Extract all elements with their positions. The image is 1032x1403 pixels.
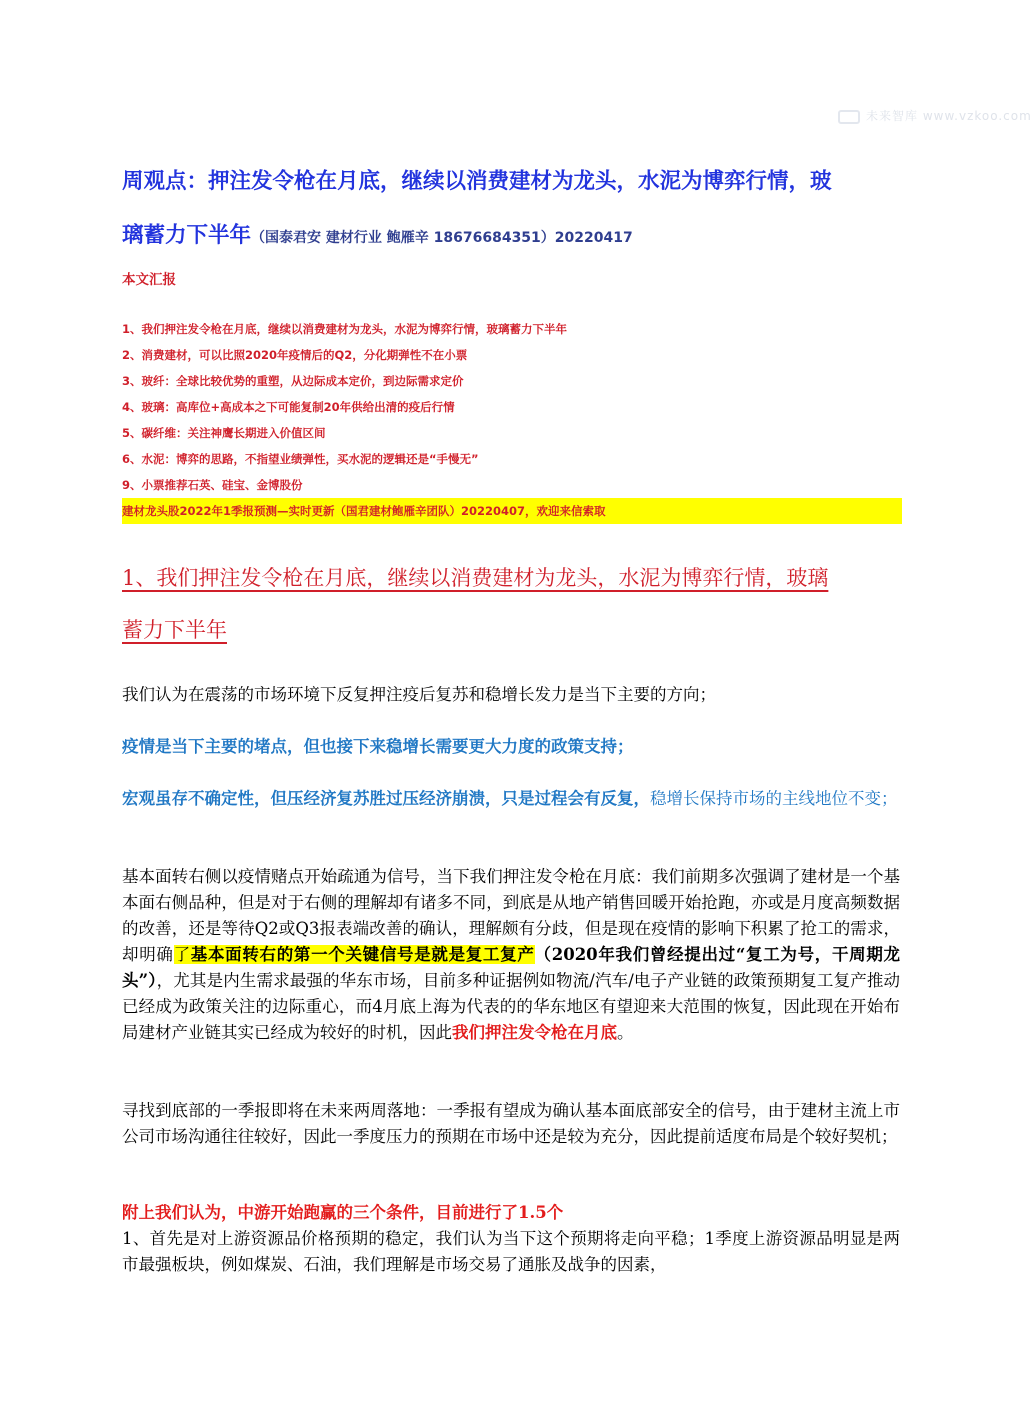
paragraph-4-text-a: 基本面转右侧以疫情赌点开始疏通为信号，当下我们押注发令枪在月底：我们前期多次强调了建材是一个基本面右侧品种，但是对于右侧的理解却有诸多不同，到底是从地产销售回暖开始抢跑，亦或是月度高频数据的改善，还是等待Q2或Q3报表端改善的确认，理解颇有分歧，但是现在疫情的影响下积累了抢工的需求，却明确	[122, 867, 900, 964]
summary-item[interactable]: 4、玻璃：高库位+高成本之下可能复制20年供给出清的疫后行情	[122, 400, 455, 414]
paragraph-3-rest: 稳增长保持市场的主线地位不变；	[650, 789, 898, 808]
section-1-title-line2: 蓄力下半年	[122, 618, 227, 642]
paragraph-4-end: 。	[617, 1023, 634, 1042]
paragraph-3-bold: 宏观虽存不确定性，但压经济复苏胜过压经济崩溃，只是过程会有反复，	[122, 789, 650, 808]
paragraph-4-highlight-2: 基本面转右的第一个关键信号是就是复工复产	[190, 945, 535, 964]
paragraph-3	[122, 786, 900, 812]
summary-highlight-item[interactable]	[122, 498, 902, 524]
paragraph-6-body: 1、首先是对上游资源品价格预期的稳定，我们认为当下这个预期将走向平稳；1季度上游资源品明显是两市最强板块，例如煤炭、石油，我们理解是市场交易了通胀及战争的因素，	[122, 1229, 900, 1274]
summary-list	[122, 316, 902, 524]
summary-item[interactable]: 2、消费建材，可以比照2020年疫情后的Q2，分化期弹性不在小票	[122, 348, 468, 362]
watermark-logo-icon	[838, 110, 860, 124]
report-title-line2-text: 璃蓄力下半年	[122, 223, 252, 248]
watermark	[838, 105, 1032, 127]
paragraph-4-highlight-1: 了	[173, 945, 191, 964]
summary-highlight-text: 建材龙头股2022年1季报预测—实时更新（国君建材鲍雁辛团队）20220407，欢迎来信索取	[122, 504, 606, 518]
summary-item[interactable]: 1、我们押注发令枪在月底，继续以消费建材为龙头，水泥为博弈行情，玻璃蓄力下半年	[122, 322, 567, 336]
summary-item[interactable]: 6、水泥：博弈的思路，不指望业绩弹性，买水泥的逻辑还是“手慢无”	[122, 452, 479, 466]
watermark-text: 未来智库 www.vzkoo.com	[866, 109, 1032, 123]
paragraph-1: 我们认为在震荡的市场环境下反复押注疫后复苏和稳增长发力是当下主要的方向；	[122, 685, 716, 704]
summary-item[interactable]: 5、碳纤维：关注神鹰长期进入价值区间	[122, 426, 326, 440]
summary-item[interactable]: 9、小票推荐石英、硅宝、金博股份	[122, 478, 303, 492]
section-1-title-line1: 1、我们押注发令枪在月底，继续以消费建材为龙头，水泥为博弈行情，玻璃	[122, 566, 829, 590]
paragraph-5: 寻找到底部的一季报即将在未来两周落地：一季报有望成为确认基本面底部安全的信号，由于建材主流上市公司市场沟通往往较好，因此一季度压力的预期在市场中还是较为充分，因此提前适度布局是个较好契机；	[122, 1101, 900, 1146]
paragraph-4	[122, 864, 900, 1046]
report-meta: （国泰君安 建材行业 鲍雁辛 18676684351）20220417	[251, 230, 633, 246]
paragraph-4-bold: （2020年我们曾经提出过“复工为号，干周期龙头”）	[122, 945, 901, 990]
paragraph-4-red-emphasis: 我们押注发令枪在月底	[452, 1023, 617, 1042]
report-title-line1: 周观点：押注发令枪在月底，继续以消费建材为龙头，水泥为博弈行情，玻	[122, 169, 832, 194]
paragraph-2: 疫情是当下主要的堵点，但也接下来稳增长需要更大力度的政策支持；	[122, 737, 634, 756]
paragraph-4-text-c: ，尤其是内生需求最强的华东市场，目前多种证据例如物流/汽车/电子产业链的政策预期复工复产推动已经成为政策关注的边际重心，而4月底上海为代表的的华东地区有望迎来大范围的恢复，因此现在开始布局建材产业链其实已经成为较好的时机，因此	[122, 971, 900, 1042]
report-title-line2	[122, 218, 922, 249]
summary-heading: 本文汇报	[122, 272, 176, 288]
paragraph-6-heading: 附上我们认为，中游开始跑赢的三个条件，目前进行了1.5个	[122, 1203, 564, 1222]
summary-item[interactable]: 3、玻纤：全球比较优势的重塑，从边际成本定价，到边际需求定价	[122, 374, 464, 388]
